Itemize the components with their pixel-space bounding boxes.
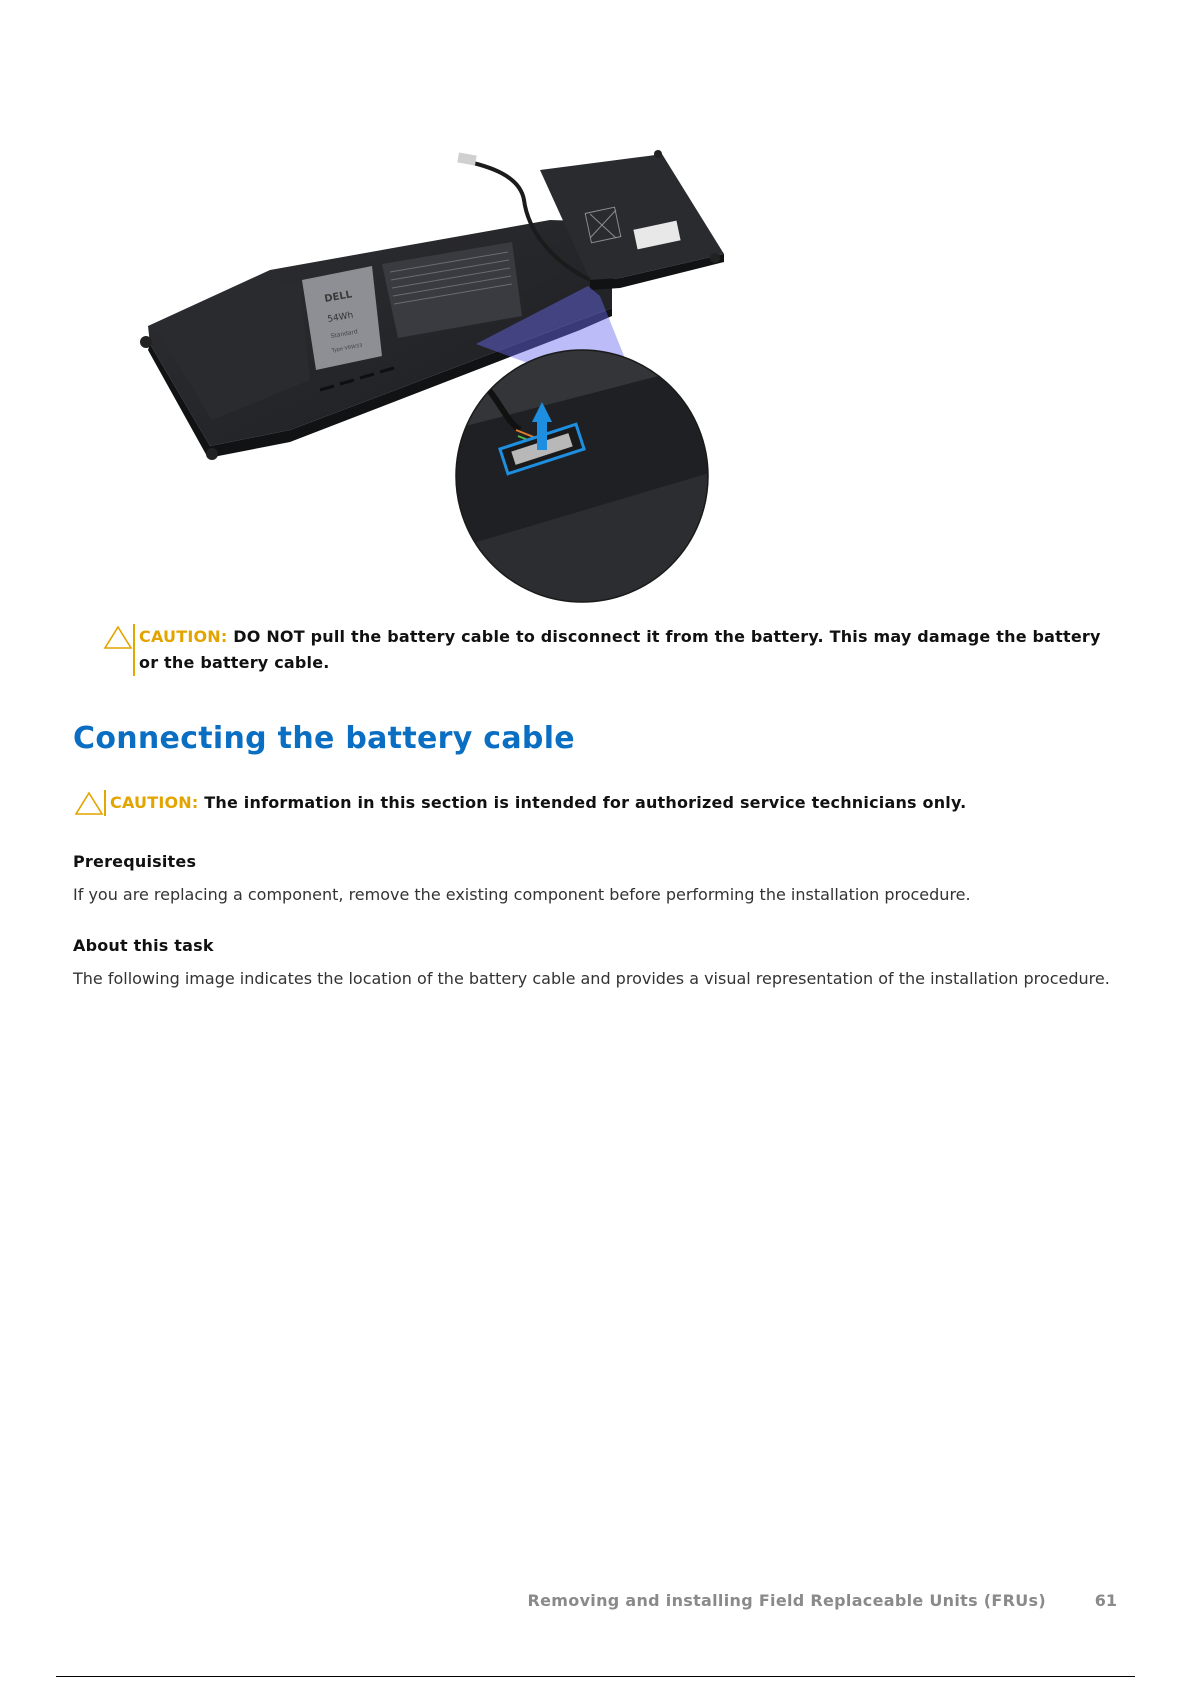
battery-capacity-text: 54Wh bbox=[326, 310, 355, 325]
footer-page-number: 61 bbox=[1094, 1591, 1117, 1610]
cable-connector-end bbox=[457, 153, 476, 166]
about-task-heading: About this task bbox=[73, 936, 214, 955]
about-task-text: The following image indicates the location of the battery cable and provides a visual representation of the installation procedure. bbox=[73, 969, 1110, 988]
caution-icon bbox=[103, 624, 133, 650]
battery-standard-text: Standard bbox=[330, 328, 359, 340]
caution-label: CAUTION: bbox=[110, 793, 199, 812]
caution-label: CAUTION: bbox=[139, 627, 228, 646]
caution-text-block bbox=[110, 790, 966, 816]
battery-brand-text: DELL bbox=[323, 289, 353, 305]
caution-message: The information in this section is intended for authorized service technicians only. bbox=[204, 793, 967, 812]
caution-authorized-only bbox=[74, 790, 1114, 816]
footer-chapter-title: Removing and installing Field Replaceable Units (FRUs) bbox=[527, 1591, 1046, 1610]
caution-icon bbox=[74, 790, 104, 816]
caution-bar bbox=[133, 624, 135, 676]
prerequisites-text: If you are replacing a component, remove the existing component before performing the installation procedure. bbox=[73, 885, 971, 904]
prerequisites-heading: Prerequisites bbox=[73, 852, 197, 871]
footer-rule bbox=[56, 1676, 1135, 1677]
battery-figure bbox=[120, 130, 810, 610]
zoom-inset bbox=[450, 350, 720, 610]
caution-text-block bbox=[139, 624, 1113, 676]
caution-bar bbox=[104, 790, 106, 816]
battery-type-text: Type V6W33 bbox=[331, 342, 363, 354]
caution-battery-cable bbox=[103, 624, 1113, 676]
caution-message: DO NOT pull the battery cable to disconnect it from the battery. This may damage the battery or the battery cable. bbox=[139, 627, 1101, 672]
section-title: Connecting the battery cable bbox=[73, 721, 575, 756]
